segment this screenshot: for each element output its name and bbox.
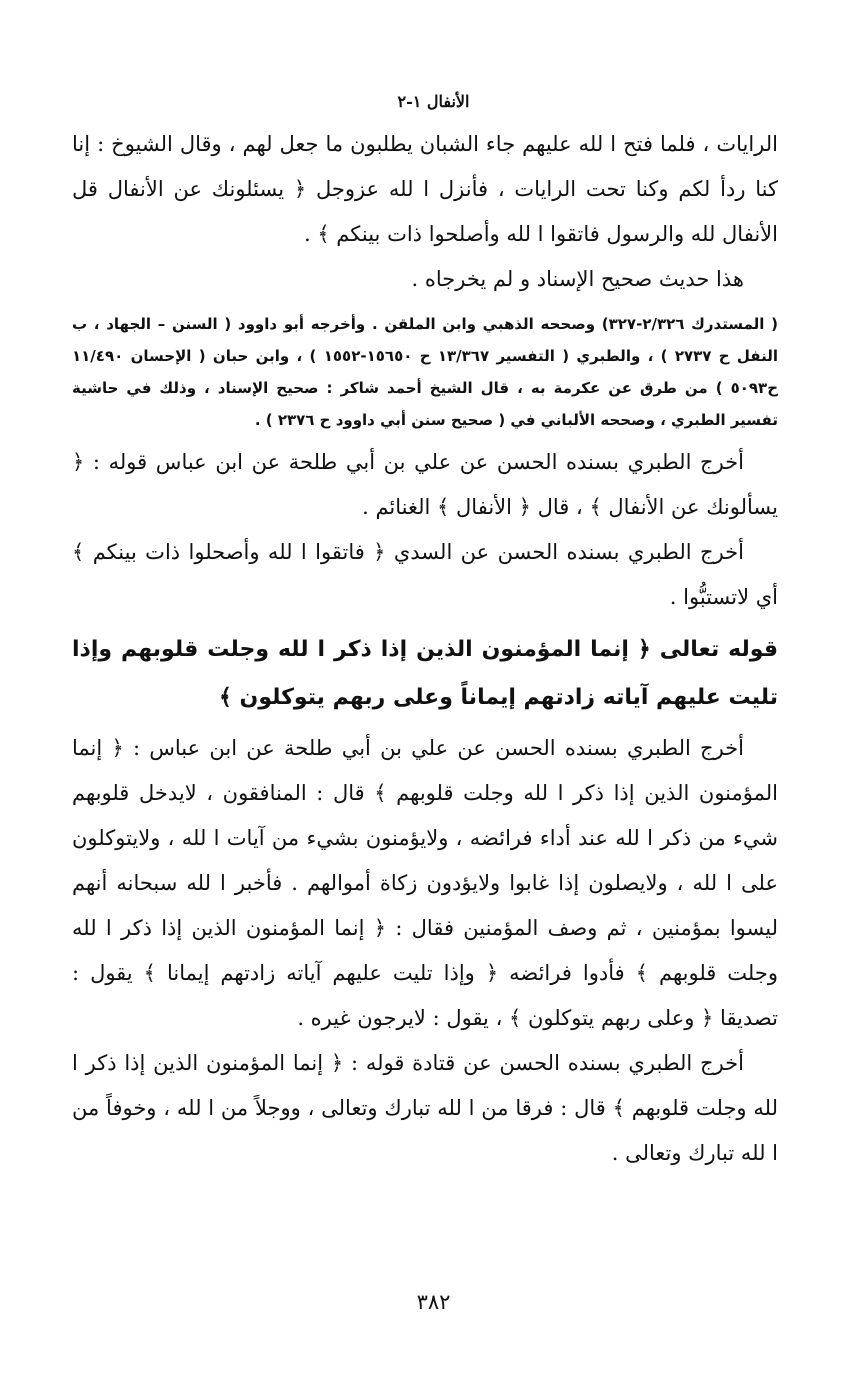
paragraph-2: هذا حديث صحيح الإسناد و لم يخرجاه .: [411, 267, 744, 291]
paragraph-6: أخرج الطبري بسنده الحسن عن قتادة قوله : ﴿ إنما المؤمنون الذين إذا ذكر ا لله وجلت قلوبهم ﴾ قال : فرقا من ا لله تبارك وتعالى ، ووجلاً من ا لله ، وخوفاً من ا لله تبارك وتعالى .: [72, 1051, 778, 1165]
paragraph-3: أخرج الطبري بسنده الحسن عن علي بن أبي طلحة عن ابن عباس قوله : ﴿ يسألونك عن الأنفال ﴾ ، قال ﴿ الأنفال ﴾ الغنائم .: [72, 450, 778, 519]
paragraph-5: أخرج الطبري بسنده الحسن عن علي بن أبي طلحة عن ابن عباس : ﴿ إنما المؤمنون الذين إذا ذكر ا لله وجلت قلوبهم ﴾ قال : المنافقون ، لايدخل قلوبهم شيء من ذكر ا لله عند أداء فرائضه ، ولايؤمنون بشيء من آيات ا لله ، ولايتوكلون على ا لله ، ولايصلون إذا غابوا ولايؤدون زكاة أموالهم . فأخبر ا لله سبحانه أنهم ليسوا بمؤمنين ، ثم وصف المؤمنين فقال : ﴿ إنما المؤمنون الذين إذا ذكر ا لله وجلت قلوبهم ﴾ فأدوا فرائضه ﴿ وإذا تليت عليهم آياته زادتهم إيمانا ﴾ يقول : تصديقا ﴿ وعلى ربهم يتوكلون ﴾ ، يقول : لايرجون غيره .: [72, 736, 778, 1030]
paragraph-4: أخرج الطبري بسنده الحسن عن السدي ﴿ فاتقوا ا لله وأصحلوا ذات بينكم ﴾ أي لاتستبُّوا .: [72, 540, 778, 609]
running-header: الأنفال ١-٢: [397, 92, 470, 111]
page-number: ٣٨٢: [416, 1290, 451, 1314]
page-body: [72, 122, 778, 1176]
section-heading: قوله تعالى ﴿ إنما المؤمنون الذين إذا ذكر ا لله وجلت قلوبهم وإذا تليت عليهم آياته زادتهم إيماناً وعلى ربهم يتوكلون ﴾: [72, 637, 778, 710]
paragraph-1: الرايات ، فلما فتح ا لله عليهم جاء الشبان يطلبون ما جعل لهم ، وقال الشيوخ : إنا كنا ردأ لكم وكنا تحت الرايات ، فأنزل ا لله عزوجل ﴿ يسئلونك عن الأنفال قل الأنفال لله والرسول فاتقوا ا لله وأصلحوا ذات بينكم ﴾ .: [72, 132, 778, 246]
reference-note: ( المستدرك ٢/٣٢٦-٣٢٧) وصححه الذهبي وابن الملقن . وأخرجه أبو داوود ( السنن – الجهاد ، ب النفل ح ٢٧٣٧ ) ، والطبري ( التفسير ١٣/٣٦٧ ح ١٥٦٥٠-١٥٥٢ ) ، وابن حبان ( الإحسان ١١/٤٩٠ ح٥٠٩٣ ) من طرق عن عكرمة به ، قال الشيخ أحمد شاكر : صحيح الإسناد ، وذلك في حاشية تفسير الطبري ، وصححه الألباني في ( صحيح سنن أبي داوود ح ٢٣٧٦ ) .: [72, 315, 778, 429]
